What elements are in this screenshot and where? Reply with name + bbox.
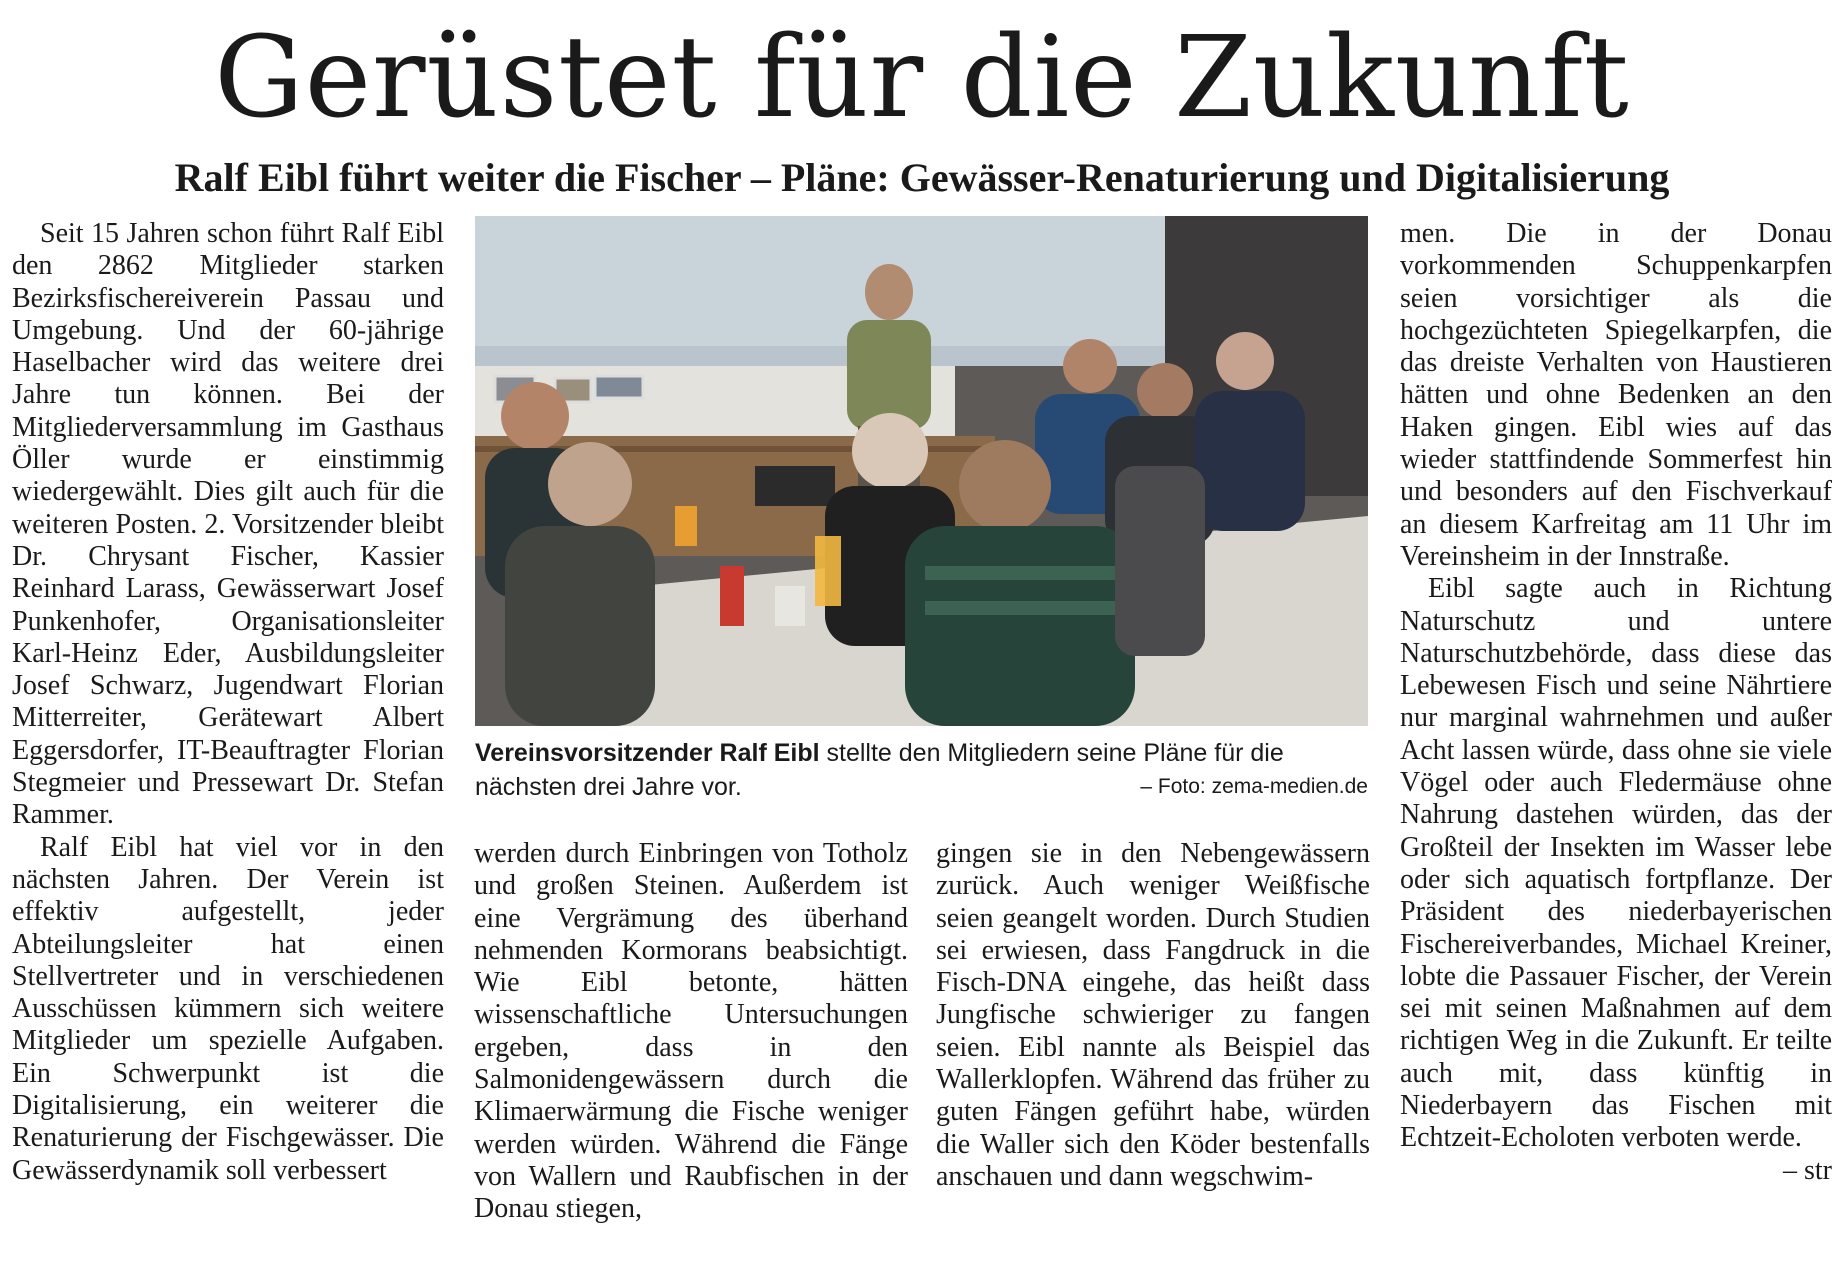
caption-text: stellte den Mitgliedern seine Pläne für die nächsten drei Jahre vor. xyxy=(475,739,1284,801)
article-column-3 xyxy=(936,838,1370,1193)
subheadline: Ralf Eibl führt weiter die Fischer – Pläne: Gewässer-Renaturierung und Digitalisierung xyxy=(174,155,1670,200)
caption-lead: Vereinsvorsitzender Ralf Eibl xyxy=(475,739,820,767)
article-paragraph: werden durch Einbringen von Totholz und großen Steinen. Außerdem ist eine Vergrämung des überhand nehmenden Kormorans beabsichtigt. Wie Eibl betonte, hätten wissenschaftliche Untersuchungen ergeben, dass in den Salmonidengewässern durch die Klimaerwärmung die Fische weniger werden würden. Während die Fänge von Wallern und Raubfischen in der Donau stiegen, xyxy=(474,838,908,1225)
article-column-1 xyxy=(12,218,444,1187)
article-column-4 xyxy=(1400,218,1832,1187)
author-signature: – str xyxy=(1783,1154,1832,1186)
headline: Gerüstet für die Zukunft xyxy=(214,13,1630,143)
article-paragraph: gingen sie in den Nebengewässern zurück. Auch weniger Weißfische seien geangelt worden. Durch Studien sei erwiesen, dass Fangdruck in die Fisch-DNA eingehe, das heißt dass Jungfische schwieriger zu fangen seien. Eibl nannte als Beispiel das Wallerklopfen. Während das früher zu guten Fängen geführt habe, würden die Waller sich den Köder bestenfalls anschauen und dann wegschwim- xyxy=(936,838,1370,1192)
photo-credit: – Foto: zema-medien.de xyxy=(1140,775,1368,798)
article-paragraph: men. Die in der Donau vorkommenden Schuppenkarpfen seien vorsichtiger als die hochgezüchteten Spiegelkarpfen, die das dreiste Verhalten von Haustieren hätten und ohne Bedenken an den Haken gingen. Eibl wies auf das wieder stattfindende Sommerfest hin und besonders auf den Fischverkauf an diesem Karfreitag am 11 Uhr im Vereinsheim in der Innstraße. xyxy=(1400,218,1832,572)
article-paragraph xyxy=(1400,573,1832,1186)
article-column-2 xyxy=(474,838,908,1226)
article-paragraph-text: Eibl sagte auch in Richtung Naturschutz und untere Naturschutzbehörde, dass diese das Lebewesen Fisch und seine Nährtiere nur marginal wahrnehmen und außer Acht lassen würde, dass ohne sie viele Vögel oder auch Fledermäuse ohne Nahrung dastehen würden, das der Großteil der Insekten im Wasser lebe oder sich aquatisch fortpflanze. Der Präsident des niederbayerischen Fischereiverbandes, Michael Kreiner, lobte die Passauer Fischer, der Verein sei mit seinen Maßnahmen auf dem richtigen Weg in die Zukunft. Er teilte auch mit, dass künftig in Niederbayern das Fischen mit Echtzeit-Echoloten verboten werde. xyxy=(1400,573,1832,1154)
article-paragraph: Seit 15 Jahren schon führt Ralf Eibl den 2862 Mitglieder starken Bezirksfischereiverein Passau und Umgebung. Und der 60-jährige Haselbacher wird das weitere drei Jahre tun können. Bei der Mitgliederversammlung im Gasthaus Öller wurde er einstimmig wiedergewählt. Dies gilt auch für die weiteren Posten. 2. Vorsitzender bleibt Dr. Chrysant Fischer, Kassier Reinhard Larass, Gewässerwart Josef Punkenhofer, Organisationsleiter Karl-Heinz Eder, Ausbildungsleiter Josef Schwarz, Jugendwart Florian Mitterreiter, Gerätewart Albert Eggersdorfer, IT-Beauftragter Florian Stegmeier und Pressewart Dr. Stefan Rammer. xyxy=(12,218,444,831)
article-paragraph: Ralf Eibl hat viel vor in den nächsten Jahren. Der Verein ist effektiv aufgestellt, jeder Abteilungsleiter hat einen Stellvertreter und in verschiedenen Ausschüssen kümmern sich weitere Mitglieder um spezielle Aufgaben. Ein Schwerpunkt ist die Digitalisierung, ein weiterer die Renaturierung der Fischgewässer. Die Gewässerdynamik soll verbessert xyxy=(12,831,444,1186)
article-photo xyxy=(475,216,1368,726)
